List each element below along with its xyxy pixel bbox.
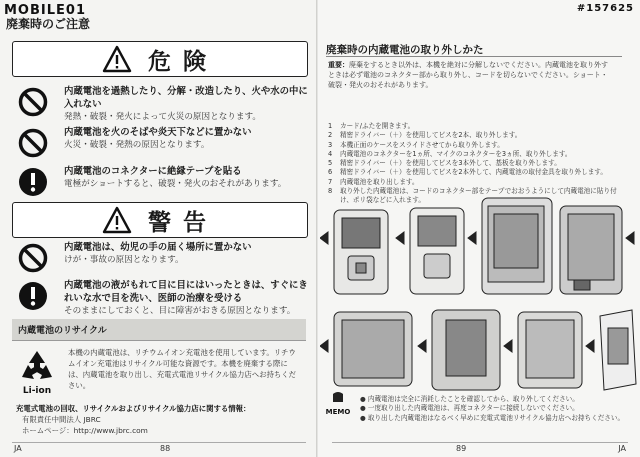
memo-notes [360, 395, 630, 423]
memo-icon [322, 390, 354, 418]
warning-item [18, 241, 308, 273]
danger-label: 危険 [148, 48, 218, 75]
watermark-logo: MOBILE01 [4, 3, 86, 18]
prohibited-icon [18, 87, 48, 117]
important-label: 重要： [328, 61, 349, 69]
footer-rule [332, 442, 628, 443]
danger-item-title: 内蔵電池のコネクターに絶縁テープを貼る [64, 166, 242, 177]
warning-triangle-icon [102, 45, 132, 73]
danger-item-text: 発熱・破裂・発火によって火災の原因となります。 [64, 112, 261, 122]
recycle-section [12, 319, 306, 439]
recycle-homepage: ホームページ：http://www.jbrc.com [22, 426, 148, 435]
important-text: 廃棄をするとき以外は、本機を絶対に分解しないでください。内蔵電池を取り外すときは必ず電池のコネクター部から取り外し、コードを切らないでください。ショート・破裂・発火のおそれがあります。 [328, 61, 608, 89]
step-item: 6 精密ドライバー（＋）を使用してビスを2本外して、内蔵電池の取付金具を取り外します。 [328, 168, 607, 177]
danger-item-title: 内蔵電池を過熱したり、分解・改造したり、火や水の中に入れない [64, 86, 308, 110]
warning-triangle-icon [102, 206, 132, 234]
step-item: 1 カード/ふたを開きます。 [328, 122, 415, 130]
page-title: 廃棄時のご注意 [6, 17, 91, 31]
title-rule [326, 56, 622, 57]
step-item: 8 取り外した内蔵電池は、コードのコネクター部をテープでおおうようにして内蔵電池に貼り付け、ポリ袋などに入れます。 [328, 187, 617, 205]
recycle-body: 本機の内蔵電池は、リチウムイオン充電池を使用しています。リチウムイオン充電池はリサイクル可能な資源です。本機を廃棄する際には、内蔵電池を取り出し、充電式電池リサイクル協力店へお持ちください。 [68, 348, 297, 390]
recycle-contact-heading: 充電式電池の回収、リサイクルおよびリサイクル協力店に関する情報： [16, 404, 251, 413]
danger-item [18, 85, 308, 123]
danger-header [12, 41, 308, 77]
important-note [328, 60, 610, 90]
page-number: 89 [456, 444, 467, 453]
warning-item [18, 279, 308, 317]
danger-item-title: 内蔵電池を火のそばや炎天下などに置かない [64, 127, 252, 138]
watermark-id: #157625 [576, 3, 634, 14]
danger-item-text: 電極がショートすると、破裂・発火のおそれがあります。 [64, 179, 287, 189]
page-number: 88 [160, 444, 171, 453]
prohibited-icon [18, 128, 48, 158]
danger-item-text: 火災・破裂・発熱の原因となります。 [64, 140, 210, 150]
warning-item-title: 内蔵電池は、幼児の手の届く場所に置かない [64, 242, 252, 253]
memo-note: ● 一度取り出した内蔵電池は、再度コネクターに接続しないでください。 [360, 404, 579, 413]
footer-lang: JA [14, 444, 22, 453]
recycle-org: 有限責任中間法人 JBRC [22, 415, 101, 424]
li-ion-recycle-icon [16, 347, 58, 397]
step-item: 4 内蔵電池のコネクターを1ヵ所、マイクのコネクターを3ヵ所、取り外します。 [328, 149, 572, 158]
mandatory-icon [18, 167, 48, 197]
disassembly-diagram [320, 170, 640, 405]
section-title: 廃棄時の内蔵電池の取り外しかた [326, 44, 484, 56]
warning-item-title: 内蔵電池の液がもれて目に目にはいったときは、すぐにきれいな水で目を洗い、医師の治療を受ける [64, 280, 308, 304]
memo-label: MEMO [325, 408, 351, 416]
danger-item [18, 126, 308, 158]
step-item: 5 精密ドライバー（＋）を使用してビスを3本外して、基板を取り外します。 [328, 159, 561, 168]
step-item: 7 内蔵電池を取り出します。 [328, 177, 419, 186]
memo-note: ● 内蔵電池は完全に消耗したことを確認してから、取り外してください。 [360, 395, 579, 403]
footer-lang: JA [618, 444, 626, 453]
left-page [0, 0, 318, 457]
warning-header [12, 202, 308, 238]
warning-label: 警告 [148, 209, 218, 236]
recycle-heading: 内蔵電池のリサイクル [12, 319, 306, 341]
danger-item [18, 165, 308, 197]
prohibited-icon [18, 243, 48, 273]
warning-item-text: そのままにしておくと、目に障害がおきる原因となります。 [64, 306, 296, 316]
step-item: 3 本機正面のケースをスライドさせてから取り外します。 [328, 140, 504, 149]
step-item: 2 精密ドライバー（＋）を使用してビスを2本、取り外します。 [328, 131, 522, 140]
footer-rule [12, 442, 306, 443]
memo-note: ● 取り出した内蔵電池はなるべく早めに充電式電池リサイクル協力店へお持ちください。 [360, 413, 625, 422]
warning-item-text: けが・事故の原因となります。 [64, 255, 184, 265]
right-page [320, 0, 640, 457]
mandatory-icon [18, 281, 48, 311]
li-ion-label: Li-ion [22, 386, 52, 396]
